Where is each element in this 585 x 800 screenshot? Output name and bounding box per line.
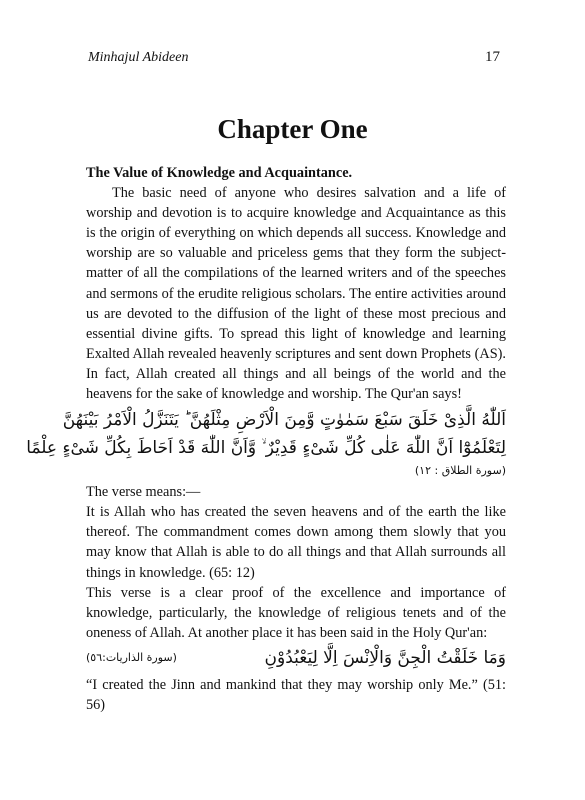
page-body <box>26 163 506 715</box>
arabic-verse-1-line-2: لِتَعْلَمُوْٓا اَنَّ اللّٰهَ عَلٰی كُلِّ شَیْءٍ قَدِیْرٌ ۙ وَّاَنَّ اللّٰهَ قَدْ اَحَاطَ بِكُلِّ شَیْءٍ عِلْمًا <box>26 438 506 459</box>
page-number: 17 <box>485 49 500 65</box>
arabic-verse-2-reference: (سورة الذاريات:٥٦) <box>86 650 177 664</box>
verse-means-label: The verse means:— <box>86 484 201 501</box>
arabic-verse-2 <box>86 643 506 673</box>
paragraph-1: The basic need of anyone who desires salvation and a life of worship and devotion is to acquire knowledge and Acquaintance as this is the origin of everything on which depends all success. Knowledge and worship are so valuable and priceless gems that they form the subject-matter of all the compilations of the learned writers and of the speeches and sermons of the erudite religious scholars. The entire activities around us are devoted to the diffusion of the light of these most precious and essential divine gifts. To spread this light of knowledge and learning Exalted Allah revealed heavenly scriptures and sent down Prophets (AS). In fact, Allah created all things and all beings of the world and the heavens for the sake of knowledge and worship. The Qur'an says! <box>86 185 506 403</box>
arabic-verse-1-reference: (سورة الطلاق : ١٢) <box>414 464 506 478</box>
chapter-title: Chapter One <box>217 114 368 144</box>
arabic-verse-1-line-1: اَللّٰهُ الَّذِیْ خَلَقَ سَبْعَ سَمٰوٰتٍ وَّمِنَ الْاَرْضِ مِثْلَهُنَّ ؕ یَتَنَزَّلُ الْاَمْرُ بَیْنَهُنَّ <box>62 410 506 431</box>
arabic-verse-1 <box>26 406 506 480</box>
running-title: Minhajul Abideen <box>88 50 189 65</box>
arabic-verse-2-text: وَمَا خَلَقْتُ الْجِنَّ وَالْاِنْسَ اِلَّا لِیَعْبُدُوْنِ <box>264 647 506 668</box>
section-heading: The Value of Knowledge and Acquaintance. <box>86 165 353 181</box>
paragraph-2: This verse is a clear proof of the excellence and importance of knowledge, particularly, the knowledge of religious tenets and of the oneness of Allah. At another place it has been said in the Holy Qur'an: <box>86 584 506 641</box>
quote-2: “I created the Jinn and mankind that they may worship only Me.” (51: 56) <box>86 676 506 713</box>
translation-1: It is Allah who has created the seven heavens and of the earth the like thereof. The commandment comes down among them slowly that you may know that Allah is able to do all things and that Allah surrounds all things in knowledge. (65: 12) <box>86 504 506 581</box>
